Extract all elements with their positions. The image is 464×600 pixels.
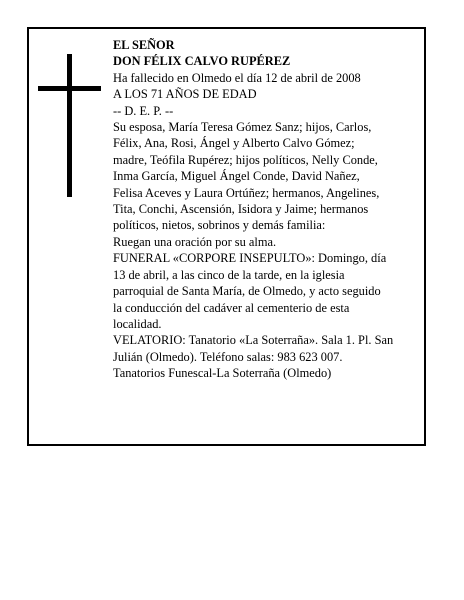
body-line: Ruegan una oración por su alma.: [113, 234, 277, 249]
body-line: Su esposa, María Teresa Gómez Sanz; hijos, Carlos,: [113, 120, 372, 135]
body-line: Tita, Conchi, Ascensión, Isidora y Jaime; hermanos: [113, 202, 369, 217]
body-line: -- D. E. P. --: [113, 103, 174, 118]
body-line: 13 de abril, a las cinco de la tarde, en la iglesia: [113, 267, 345, 282]
body-line: Tanatorios Funescal-La Soterraña (Olmedo): [113, 366, 332, 381]
notice-text: [113, 37, 435, 382]
body-line: FUNERAL «CORPORE INSEPULTO»: Domingo, día: [113, 251, 387, 266]
body-line: parroquial de Santa María, de Olmedo, y acto seguido: [113, 284, 381, 299]
body-line: A LOS 71 AÑOS DE EDAD: [113, 87, 257, 102]
body-line: Ha fallecido en Olmedo el día 12 de abril de 2008: [113, 70, 361, 85]
body-line: Julián (Olmedo). Teléfono salas: 983 623 007.: [113, 349, 343, 364]
title-line: EL SEÑOR: [113, 38, 175, 52]
body-line: VELATORIO: Tanatorio «La Soterraña». Sala 1. Pl. San: [113, 333, 394, 348]
cross-horizontal-bar: [38, 86, 101, 91]
body-line: Inma García, Miguel Ángel Conde, David Nañez,: [113, 169, 360, 184]
body-line: localidad.: [113, 316, 162, 331]
body-line: políticos, nietos, sobrinos y demás familia:: [113, 218, 326, 233]
body-line: madre, Teófila Rupérez; hijos políticos, Nelly Conde,: [113, 152, 378, 167]
deceased-name: DON FÉLIX CALVO RUPÉREZ: [113, 54, 291, 69]
body-line: Felisa Aceves y Laura Ortúñez; hermanos, Angelines,: [113, 185, 380, 200]
cross-vertical-bar: [67, 54, 72, 197]
body-line: la conducción del cadáver al cementerio de esta: [113, 300, 350, 315]
body-line: Félix, Ana, Rosi, Ángel y Alberto Calvo Gómez;: [113, 136, 355, 151]
